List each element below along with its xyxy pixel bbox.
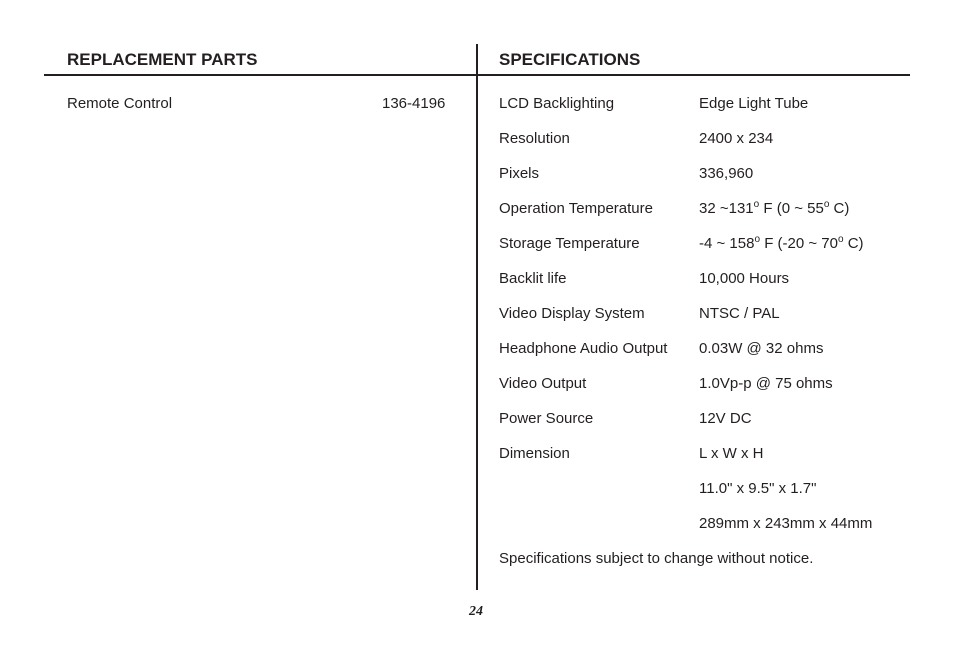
- column-divider: [476, 44, 478, 590]
- replacement-parts-heading: REPLACEMENT PARTS: [67, 50, 258, 69]
- spec-label: Backlit life: [499, 270, 567, 287]
- spec-value: 0.03W @ 32 ohms: [699, 340, 824, 357]
- spec-label: Resolution: [499, 130, 570, 147]
- spec-value: 1.0Vp-p @ 75 ohms: [699, 375, 833, 392]
- spec-value: 10,000 Hours: [699, 270, 790, 287]
- replacement-item-part-number: 136-4196: [382, 95, 446, 112]
- spec-label: Video Output: [499, 375, 587, 392]
- spec-value: -4 ~ 158$^o$ F (-20 ~ 70$^o$ C): [699, 234, 864, 252]
- spec-value: 12V DC: [699, 410, 752, 427]
- spec-label: Storage Temperature: [499, 235, 640, 252]
- specifications-heading: SPECIFICATIONS: [499, 50, 641, 69]
- spec-value: NTSC / PAL: [699, 305, 780, 322]
- spec-value: 32 ~131$^o$ F (0 ~ 55$^o$ C): [699, 199, 850, 217]
- spec-label: Dimension: [499, 445, 570, 462]
- spec-value: 336,960: [699, 165, 754, 182]
- specifications-note: Specifications subject to change without notice.: [499, 550, 814, 567]
- spec-value: Edge Light Tube: [699, 95, 809, 112]
- spec-value: L x W x H: [699, 445, 764, 462]
- spec-value: 11.0" x 9.5" x 1.7": [699, 480, 817, 497]
- spec-label: Operation Temperature: [499, 200, 653, 217]
- spec-label: Video Display System: [499, 305, 645, 322]
- spec-value: 289mm x 243mm x 44mm: [699, 515, 873, 532]
- spec-label: Power Source: [499, 410, 594, 427]
- spec-label: Pixels: [499, 165, 540, 182]
- page-number: 24: [469, 604, 483, 619]
- replacement-item-name: Remote Control: [67, 95, 173, 112]
- specifications-heading-rule: [476, 74, 910, 76]
- spec-value: 2400 x 234: [699, 130, 774, 147]
- spec-label: LCD Backlighting: [499, 95, 615, 112]
- spec-label: Headphone Audio Output: [499, 340, 668, 357]
- replacement-heading-rule: [44, 74, 476, 76]
